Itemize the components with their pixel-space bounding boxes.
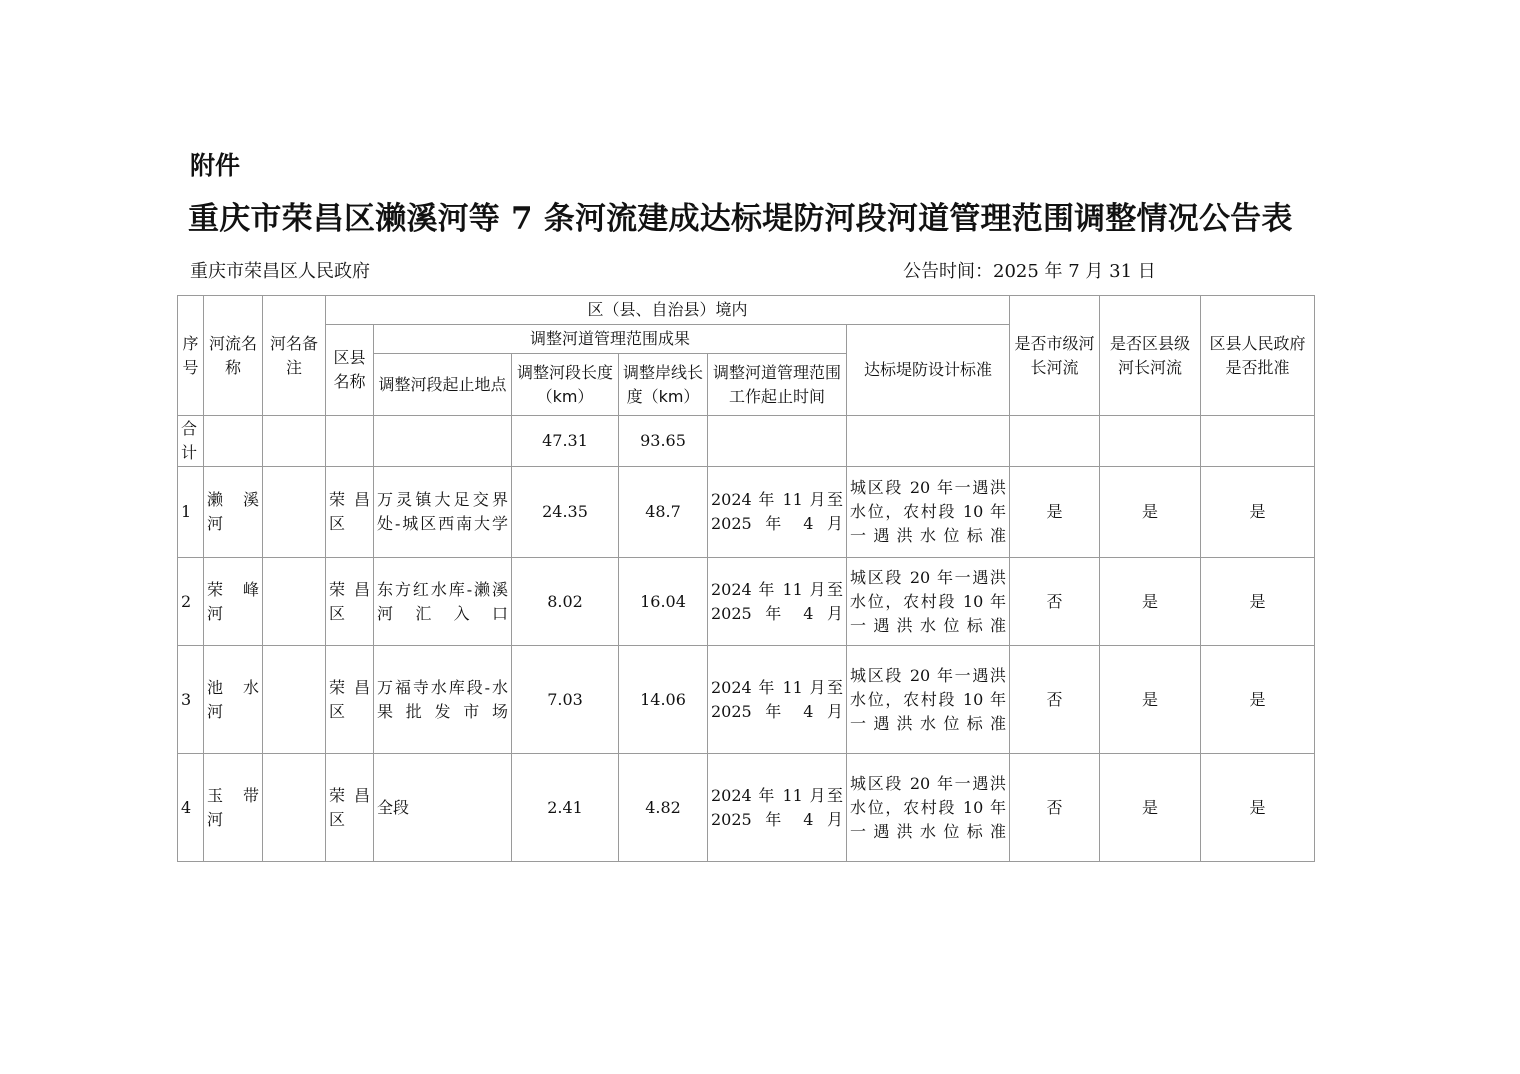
header-county-chief: 是否区县级河长河流 <box>1100 296 1201 416</box>
row-approved: 是 <box>1201 558 1315 646</box>
attachment-label: 附件 <box>190 151 241 180</box>
total-empty-river <box>204 416 263 467</box>
total-shoreline: 93.65 <box>619 416 708 467</box>
row-note <box>263 558 326 646</box>
header-district-group: 区（县、自治县）境内 <box>326 296 1010 325</box>
header-standard: 达标堤防设计标准 <box>847 325 1010 416</box>
document-title: 重庆市荣昌区濑溪河等 7 条河流建成达标堤防河段河道管理范围调整情况公告表 <box>188 201 1293 237</box>
total-empty-city <box>1010 416 1100 467</box>
row-seq: 1 <box>178 467 204 558</box>
total-empty-note <box>263 416 326 467</box>
row-seq: 3 <box>178 646 204 754</box>
row-segment: 全段 <box>374 754 512 862</box>
total-empty-standard <box>847 416 1010 467</box>
publish-time: 公告时间：2025 年 7 月 31 日 <box>903 261 1156 282</box>
row-period: 2024 年 11 月至 2025 年 4 月 <box>708 754 847 862</box>
row-county-chief: 是 <box>1100 558 1201 646</box>
total-label: 合计 <box>178 416 204 467</box>
row-seq: 4 <box>178 754 204 862</box>
row-standard: 城区段 20 年一遇洪水位，农村段 10 年一遇洪水位标准 <box>847 467 1010 558</box>
row-length: 8.02 <box>512 558 619 646</box>
row-shoreline: 4.82 <box>619 754 708 862</box>
header-city-chief: 是否市级河长河流 <box>1010 296 1100 416</box>
header-seq: 序号 <box>178 296 204 416</box>
row-note <box>263 467 326 558</box>
total-empty-county <box>1100 416 1201 467</box>
row-standard: 城区段 20 年一遇洪水位，农村段 10 年一遇洪水位标准 <box>847 558 1010 646</box>
header-river-name: 河流名称 <box>204 296 263 416</box>
row-seq: 2 <box>178 558 204 646</box>
row-segment: 万福寺水库段-水果批发市场 <box>374 646 512 754</box>
header-segment: 调整河段起止地点 <box>374 354 512 416</box>
header-approved: 区县人民政府是否批准 <box>1201 296 1315 416</box>
row-segment: 万灵镇大足交界处-城区西南大学 <box>374 467 512 558</box>
row-shoreline: 48.7 <box>619 467 708 558</box>
announcement-table <box>177 295 1315 862</box>
row-river: 荣 峰 河 <box>204 558 263 646</box>
row-city-chief: 是 <box>1010 467 1100 558</box>
row-district: 荣 昌 区 <box>326 754 374 862</box>
row-city-chief: 否 <box>1010 646 1100 754</box>
row-length: 2.41 <box>512 754 619 862</box>
row-length: 7.03 <box>512 646 619 754</box>
row-standard: 城区段 20 年一遇洪水位，农村段 10 年一遇洪水位标准 <box>847 646 1010 754</box>
row-county-chief: 是 <box>1100 646 1201 754</box>
row-district: 荣 昌 区 <box>326 467 374 558</box>
table-row <box>178 558 1315 646</box>
row-approved: 是 <box>1201 754 1315 862</box>
row-county-chief: 是 <box>1100 467 1201 558</box>
total-length: 47.31 <box>512 416 619 467</box>
total-row <box>178 416 1315 467</box>
row-period: 2024 年 11 月至 2025 年 4 月 <box>708 467 847 558</box>
row-note <box>263 646 326 754</box>
row-city-chief: 否 <box>1010 558 1100 646</box>
header-period: 调整河道管理范围工作起止时间 <box>708 354 847 416</box>
row-shoreline: 16.04 <box>619 558 708 646</box>
row-city-chief: 否 <box>1010 754 1100 862</box>
table-row <box>178 754 1315 862</box>
row-river: 濑 溪 河 <box>204 467 263 558</box>
row-period: 2024 年 11 月至 2025 年 4 月 <box>708 646 847 754</box>
table-row <box>178 467 1315 558</box>
header-result-group: 调整河道管理范围成果 <box>374 325 847 354</box>
row-segment: 东方红水库-濑溪河汇入口 <box>374 558 512 646</box>
row-district: 荣 昌 区 <box>326 558 374 646</box>
total-empty-period <box>708 416 847 467</box>
total-empty-district <box>326 416 374 467</box>
row-district: 荣 昌 区 <box>326 646 374 754</box>
table-row <box>178 646 1315 754</box>
row-length: 24.35 <box>512 467 619 558</box>
row-approved: 是 <box>1201 467 1315 558</box>
row-approved: 是 <box>1201 646 1315 754</box>
row-county-chief: 是 <box>1100 754 1201 862</box>
row-river: 玉 带 河 <box>204 754 263 862</box>
issuer: 重庆市荣昌区人民政府 <box>190 261 370 282</box>
header-district-name: 区县名称 <box>326 325 374 416</box>
row-note <box>263 754 326 862</box>
total-empty-segment <box>374 416 512 467</box>
header-length: 调整河段长度（km） <box>512 354 619 416</box>
row-standard: 城区段 20 年一遇洪水位，农村段 10 年一遇洪水位标准 <box>847 754 1010 862</box>
row-river: 池 水 河 <box>204 646 263 754</box>
header-shoreline: 调整岸线长度（km） <box>619 354 708 416</box>
total-empty-approved <box>1201 416 1315 467</box>
row-period: 2024 年 11 月至 2025 年 4 月 <box>708 558 847 646</box>
row-shoreline: 14.06 <box>619 646 708 754</box>
header-row-1 <box>178 296 1315 325</box>
header-river-note: 河名备注 <box>263 296 326 416</box>
